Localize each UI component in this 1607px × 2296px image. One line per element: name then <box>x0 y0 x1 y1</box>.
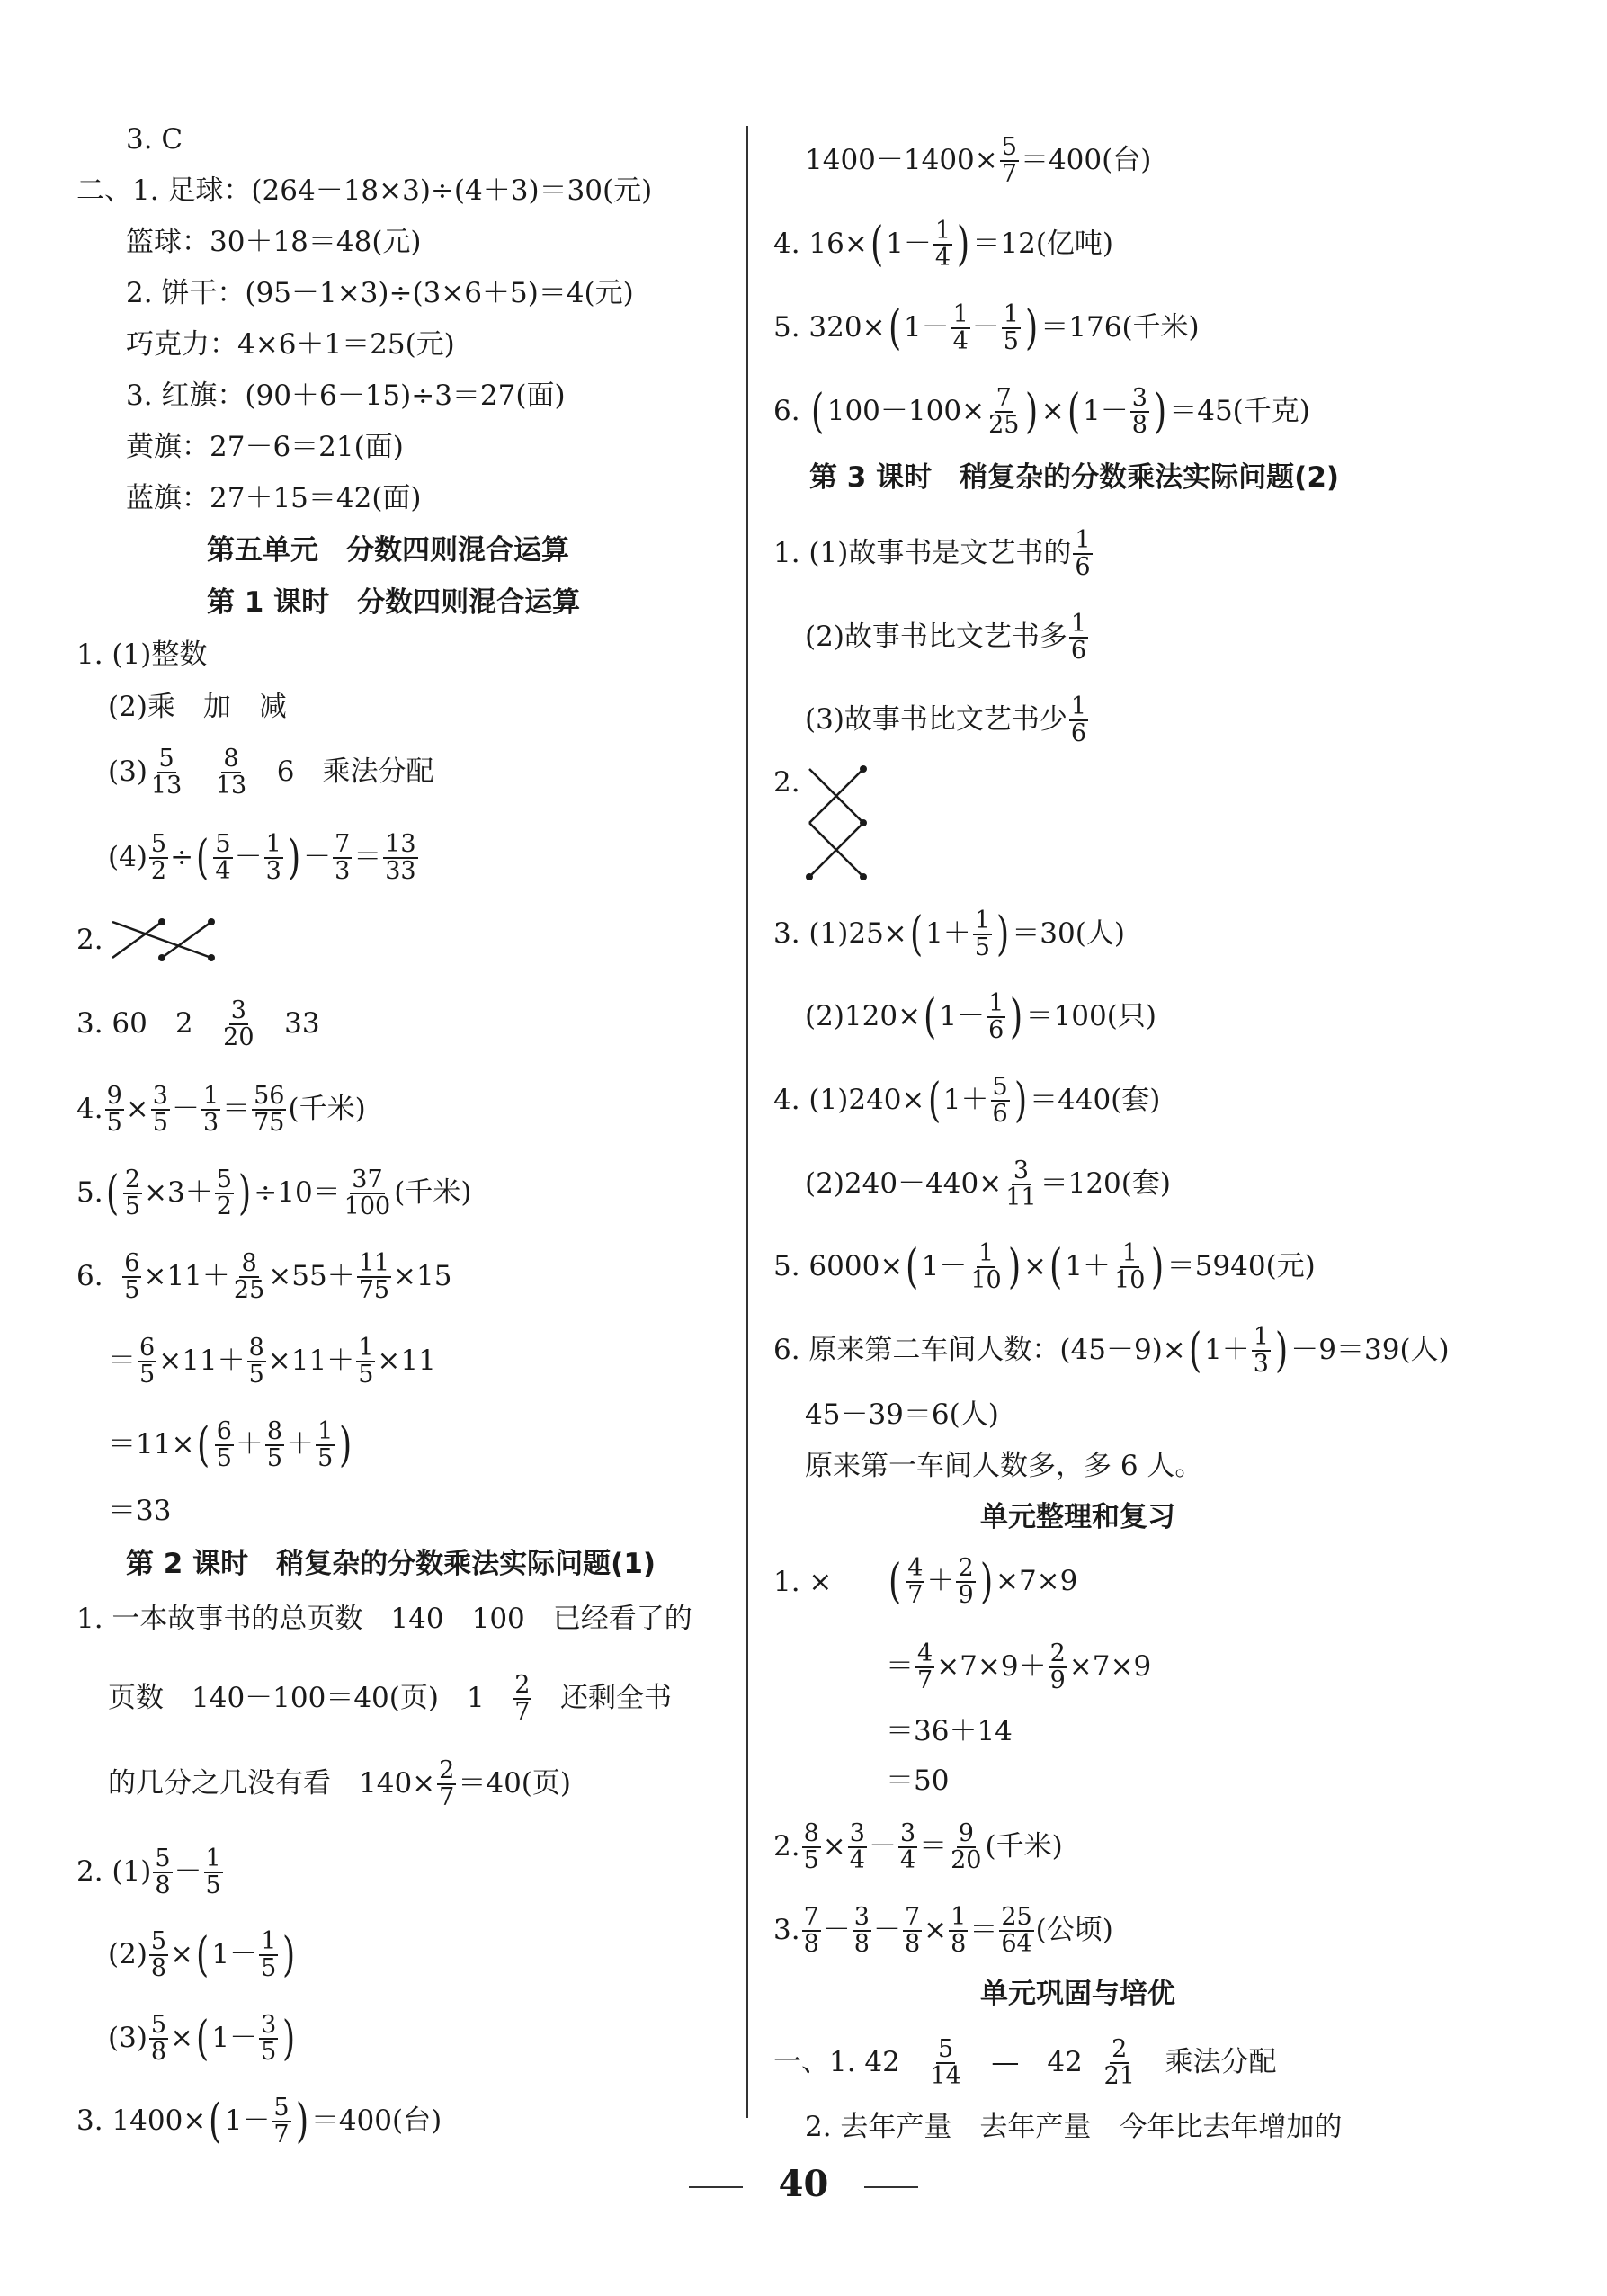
answer-line: 1400－1400× $\frac{5}{7}$ ＝400(台) <box>805 133 1152 189</box>
answer-line: ( $\frac{4}{7}$ ＋ $\frac{2}{9}$ )×7×9 <box>888 1554 1078 1610</box>
answer-line: ＝33 <box>108 1495 172 1527</box>
lesson-title: 第 3 课时 稍复杂的分数乘法实际问题(2) <box>809 461 1340 494</box>
answer-line: ＝50 <box>886 1764 950 1797</box>
answer-line: 2. 饼干：(95－1×3)÷(3×6＋5)＝4(元) <box>126 277 634 309</box>
unit-title: 第五单元 分数四则混合运算 <box>207 534 569 567</box>
answer-line: 1. (1)故事书是文艺书的 $\frac{1}{6}$ <box>773 526 1091 582</box>
answer-line: ＝36＋14 <box>886 1715 1013 1747</box>
answer-line: 3. 红旗：(90＋6－15)÷3＝27(面) <box>126 380 566 412</box>
page-number <box>0 2163 1607 2205</box>
footer-dash-left <box>689 2186 743 2188</box>
answer-line: (2)120×(1－ $\frac{1}{6}$ )＝100(只) <box>805 989 1156 1045</box>
matching-lines-diagram <box>108 913 225 967</box>
section-title: 单元整理和复习 <box>980 1501 1175 1533</box>
answer-line: 4. $\frac{9}{5}$ × $\frac{3}{5}$ － $\frac{1}{3}$ ＝ $\frac{56}{75}$ (千米) <box>76 1082 366 1138</box>
answer-line: 原来第一车间人数多，多 6 人。 <box>805 1450 1203 1482</box>
answer-line: 6. (100－100× $\frac{7}{25}$ )×(1－ $\frac{3}{8}$ )＝45(千克) <box>773 384 1310 440</box>
answer-line: (2)240－440× $\frac{3}{11}$ ＝120(套) <box>805 1157 1171 1212</box>
answer-line: ＝11×( $\frac{6}{5}$ ＋ $\frac{8}{5}$ ＋ $\frac{1}{5}$ ) <box>108 1417 353 1473</box>
answer-line: (2) $\frac{5}{8}$ ×(1－ $\frac{1}{5}$ ) <box>108 1927 296 1983</box>
answer-line: 巧克力：4×6＋1＝25(元) <box>126 328 455 361</box>
answer-line: 蓝旗：27＋15＝42(面) <box>126 482 422 514</box>
answer-line: 5. 6000×(1－ $\frac{1}{10}$ )×(1＋ $\frac{1}{10}$ )＝5940(元) <box>773 1239 1316 1295</box>
answer-line: 黄旗：27－6＝21(面) <box>126 431 404 463</box>
page-number-text: 40 <box>778 2163 829 2205</box>
answer-line: ＝ $\frac{4}{7}$ ×7×9＋ $\frac{2}{9}$ ×7×9 <box>886 1639 1152 1695</box>
answer-line: 3. 1400×(1－ $\frac{5}{7}$ )＝400(台) <box>76 2094 442 2149</box>
answer-line: 45－39＝6(人) <box>805 1398 999 1431</box>
answer-line: 1. (1)整数 <box>76 639 208 671</box>
answer-line: 页数 140－100＝40(页) 1 $\frac{2}{7}$ 还剩全书 <box>108 1671 673 1727</box>
section-title: 单元巩固与培优 <box>980 1978 1175 2010</box>
answer-line: (4) $\frac{5}{2}$ ÷( $\frac{5}{4}$ － $\frac{1}{3}$ )－ $\frac{7}{3}$ ＝ $\frac{13}{33}$ <box>108 830 416 886</box>
answer-line: 3. 60 2 $\frac{3}{20}$ 33 <box>76 996 320 1052</box>
answer-line: 一、1. 42 $\frac{5}{14}$ — 42 $\frac{2}{21}$ 乘法分配 <box>773 2035 1277 2091</box>
answer-line: 6. 原来第二车间人数：(45－9)×(1＋ $\frac{1}{3}$ )－9＝39(人) <box>773 1323 1450 1379</box>
lesson-title: 第 1 课时 分数四则混合运算 <box>207 586 581 619</box>
answer-line: 2. $\frac{8}{5}$ × $\frac{3}{4}$ － $\frac{3}{4}$ ＝ $\frac{9}{20}$ (千米) <box>773 1819 1063 1875</box>
column-divider <box>746 126 748 2118</box>
answer-line: (3) $\frac{5}{8}$ ×(1－ $\frac{3}{5}$ ) <box>108 2011 296 2067</box>
answer-line: (2)故事书比文艺书多 $\frac{1}{6}$ <box>805 610 1087 666</box>
answer-line: 3. $\frac{7}{8}$ － $\frac{3}{8}$ － $\frac{7}{8}$ × $\frac{1}{8}$ ＝ $\frac{25}{64}$ (公顷) <box>773 1903 1113 1959</box>
answer-line: 2. <box>76 924 103 956</box>
matching-lines-diagram <box>800 760 872 886</box>
answer-line: 1. × <box>773 1566 833 1598</box>
answer-line: (3) $\frac{5}{13}$ $\frac{8}{13}$ 6 乘法分配 <box>108 745 434 800</box>
footer-dash-right <box>864 2186 918 2188</box>
answer-line: 6. $\frac{6}{5}$ ×11＋ $\frac{8}{25}$ ×55＋ $\frac{11}{75}$ ×15 <box>76 1249 452 1305</box>
answer-line: (3)故事书比文艺书少 $\frac{1}{6}$ <box>805 692 1087 748</box>
answer-line: 的几分之几没有看 140× $\frac{2}{7}$ ＝40(页) <box>108 1756 571 1812</box>
answer-line: (2)乘 加 减 <box>108 691 287 723</box>
lesson-title: 第 2 课时 稍复杂的分数乘法实际问题(1) <box>126 1548 656 1580</box>
answer-line: 2. <box>773 766 800 799</box>
answer-line: ＝ $\frac{6}{5}$ ×11＋ $\frac{8}{5}$ ×11＋ $\frac{1}{5}$ ×11 <box>108 1334 436 1389</box>
answer-line: 3. (1)25×(1＋ $\frac{1}{5}$ )＝30(人) <box>773 907 1125 962</box>
answer-line: 篮球：30＋18＝48(元) <box>126 226 422 258</box>
answer-line: 4. 16×(1－ $\frac{1}{4}$ )＝12(亿吨) <box>773 217 1114 272</box>
answer-line: 3. C <box>126 123 183 156</box>
answer-line: 5. 320×(1－ $\frac{1}{4}$ － $\frac{1}{5}$ )＝176(千米) <box>773 300 1200 356</box>
answer-line: 5.( $\frac{2}{5}$ ×3＋ $\frac{5}{2}$ )÷10＝ $\frac{37}{100}$ (千米) <box>76 1166 472 1221</box>
answer-line: 4. (1)240×(1＋ $\frac{5}{6}$ )＝440(套) <box>773 1073 1161 1129</box>
answer-line: 1. 一本故事书的总页数 140 100 已经看了的 <box>76 1603 692 1635</box>
answer-line: 2. 去年产量 去年产量 今年比去年增加的 <box>805 2111 1343 2143</box>
answer-line: 二、1. 足球：(264－18×3)÷(4＋3)＝30(元) <box>76 174 653 207</box>
answer-line: 2. (1) $\frac{5}{8}$ － $\frac{1}{5}$ <box>76 1845 221 1900</box>
